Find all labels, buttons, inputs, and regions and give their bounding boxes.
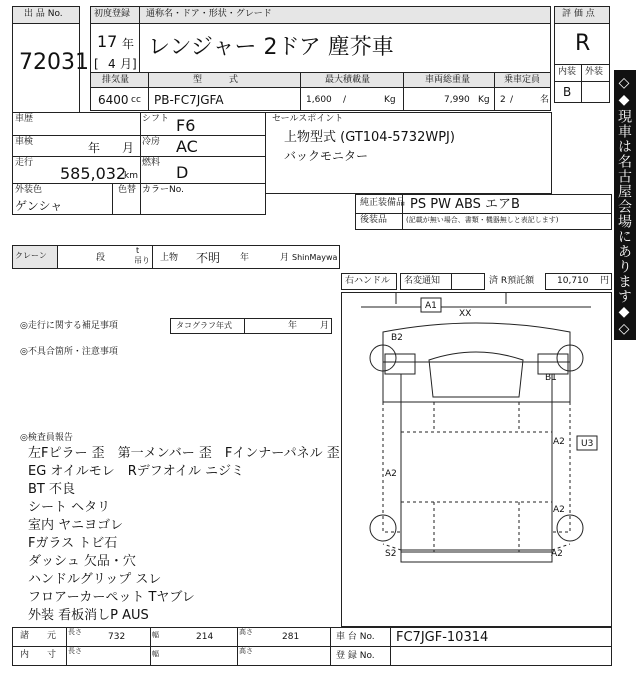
sales-label: セールスポイント [272,114,344,124]
mark-a2-rear: A2 [553,505,565,515]
color-no-label: カラーNo. [142,185,184,195]
gvw: 7,990 [444,95,470,105]
crane-dan: 段 [96,253,106,263]
displacement: 6400 [98,93,129,107]
note-line: 左Fピラー 歪 第一メンバー 歪 Fインナーパネル 歪 [28,446,340,461]
mileage-unit: km [124,171,138,181]
dims-label: 諸 元 [20,631,57,641]
crane-t: t [136,246,140,255]
first-reg-year: 17 [97,32,118,51]
tacho-year-unit: 年 [288,321,298,331]
capacity-label: 乗車定員 [504,75,541,85]
inspection-row [12,135,266,157]
note-line: 室内 ヤニヨゴレ [28,518,124,533]
note-line: ハンドルグリップ スレ [28,572,162,587]
width: 214 [196,632,214,642]
color-label: 外装色 [15,185,43,195]
recycle-unit: 円 [600,276,610,286]
truck-diagram [341,292,612,627]
history-row [12,112,266,136]
inspection-month-unit: 月 [122,141,135,155]
note-line: フロアーカーペット Tヤブレ [28,590,195,605]
handle: 右ハンドル [345,276,391,286]
exterior-grade-cell [581,81,610,103]
body-month-unit: 月 [280,253,290,263]
note-line: シート ヘタリ [28,500,111,515]
height-label: 高さ [239,628,253,636]
grade: R [575,31,591,56]
body-maker: ShinMaywa [292,253,338,262]
mileage: 585,032 [60,164,127,183]
inspector-label: ◎検査員報告 [20,433,73,443]
body-label: 上物 [160,253,179,263]
tacho-month-unit: 月 [320,321,330,331]
defects-label: ◎不具合箇所・注意事項 [20,347,118,357]
note-line: BT 不良 [28,482,75,497]
mark-a2-right: A2 [553,437,565,447]
in-height-label: 高さ [239,647,253,655]
gvw-label: 車両総重量 [425,75,471,85]
aftermarket-note: (記載が無い場合、書類・機器無しと表記します) [406,216,559,224]
mark-a2-bottom: A2 [551,549,563,559]
type-label: 型 式 [193,75,239,85]
sales-line1: 上物型式 (GT104-5732WPJ) [284,130,455,145]
tacho-label: タコグラフ年式 [176,321,232,330]
crane-tsuri: 吊り [134,256,150,265]
recycle-label: 済 R預託額 [489,276,535,286]
interior-grade: B [563,85,572,99]
in-length-label: 長さ [68,647,82,655]
grade-label: 評 価 点 [562,9,595,19]
displacement-unit: cc [131,95,141,105]
lot-label: 出 品 No. [24,9,63,19]
sales-line2: バックモニター [284,149,369,163]
mark-xx: XX [459,309,472,319]
registration-label: 登 録 No. [336,651,375,661]
mileage-label: 走行 [15,158,34,168]
month-unit: 月 [120,57,133,71]
first-reg-month: 4 [108,57,116,71]
model-label: 通称名・ドア・形状・グレード [146,9,272,19]
mark-u3: U3 [581,439,594,449]
color: ゲンシャ [15,199,63,213]
mark-a1: A1 [425,301,437,311]
interior-dims-label: 内 寸 [20,650,57,660]
ac-label: 冷房 [142,137,161,147]
model-type: PB-FC7JGFA [154,93,224,107]
color-change-label: 色替 [118,185,137,195]
capacity-unit: 名 [540,95,550,105]
in-width-label: 幅 [152,650,159,658]
inspection-label: 車検 [15,137,34,147]
spec-label-row [90,72,551,88]
first-reg-label: 初度登録 [94,9,131,19]
note-line: EG オイルモレ Rデフオイル ニジミ [28,464,245,479]
ac: AC [176,137,198,156]
shift-label: シフト [142,114,170,124]
driving-label: ◎走行に関する補足事項 [20,321,118,331]
mark-b1: B1 [545,373,557,383]
max-load: 1,600 [306,95,332,105]
mark-s2: S2 [385,549,397,559]
note-line: 外装 看板消しP AUS [28,608,149,623]
width-label: 幅 [152,631,159,639]
note-line: Fガラス トビ石 [28,536,118,551]
name-change-label: 名変通知 [404,276,441,286]
inspection-year-unit: 年 [88,141,101,155]
dims-row [12,627,612,647]
year-unit: 年 [122,37,135,51]
capacity: 2 [500,95,506,105]
equipment-label: 純正装備品 [360,198,406,208]
length: 732 [108,632,126,642]
height: 281 [282,632,300,642]
fuel: D [176,163,189,182]
max-load-unit: Kg [384,95,396,105]
gvw-unit: Kg [478,95,490,105]
exterior-label: 外装 [585,67,604,77]
mileage-row [12,156,266,184]
model-name: レンジャー 2ドア 塵芥車 [148,35,394,60]
chassis-number: FC7JGF-10314 [396,630,489,645]
body-year-unit: 年 [240,253,250,263]
note-line: ダッシュ 欠品・穴 [28,554,136,569]
lot-number: 72031 [19,50,89,75]
aftermarket-label: 後装品 [360,215,388,225]
fuel-label: 燃料 [142,158,161,168]
interior-label: 内装 [558,67,577,77]
name-change-value [451,273,485,290]
shift: F6 [176,116,196,135]
chassis-label: 車 台 No. [336,632,375,642]
mark-b2: B2 [391,333,403,343]
displacement-label: 排気量 [102,75,130,85]
crane-label: クレーン [15,251,47,260]
history-label: 車歴 [15,114,34,124]
body-value: 不明 [196,251,221,265]
equipment: PS PW ABS エアB [410,197,520,212]
interior-dims-row [12,646,612,666]
length-label: 長さ [68,628,82,636]
recycle-amount: 10,710 [557,276,589,286]
side-notice: ◇◆現車は名古屋会場にあります◆◇ [616,75,632,338]
mark-a2-left: A2 [385,469,397,479]
max-load-label: 最大積載量 [325,75,371,85]
